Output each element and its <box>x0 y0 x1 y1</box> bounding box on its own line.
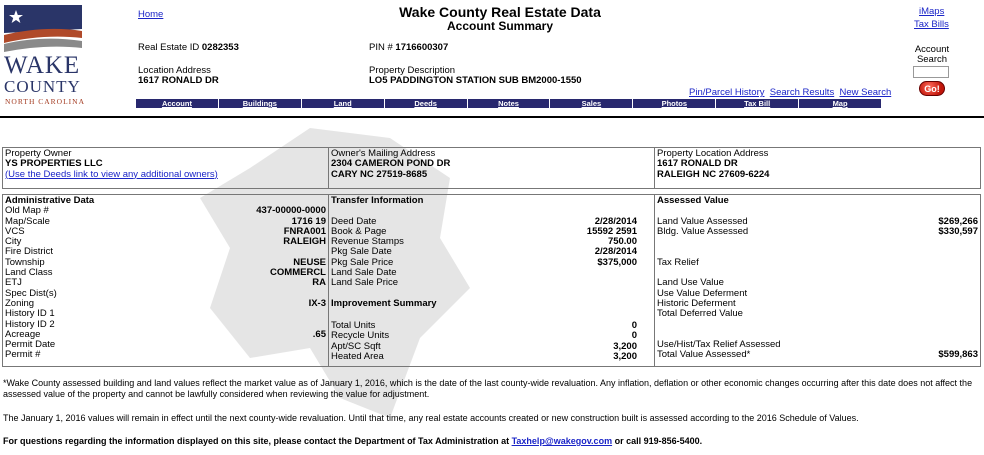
assessed-value-heading: Assessed Value <box>657 195 729 206</box>
property-description-label: Property Description <box>369 65 456 76</box>
improvement-field-label: Apt/SC Sqft <box>331 340 381 352</box>
assessed-value-cell <box>655 195 981 367</box>
nav-land[interactable]: Land <box>302 99 385 108</box>
property-description-value: LO5 PADDINGTON STATION SUB BM2000-1550 <box>369 75 582 86</box>
nav-deeds[interactable]: Deeds <box>385 99 468 108</box>
new-search-link[interactable]: New Search <box>839 87 892 98</box>
total-deferred-value-label: Total Deferred Value <box>657 308 743 320</box>
admin-field-label: History ID 2 <box>5 318 55 330</box>
location-address-line1: 1617 RONALD DR <box>657 158 738 170</box>
owner-table <box>2 147 981 189</box>
total-assessed-amount: $599,863 <box>938 349 978 361</box>
page-title: Wake County Real Estate Data <box>399 4 601 20</box>
pin-value: 1716600307 <box>395 42 449 53</box>
tax-relief-label: Tax Relief <box>657 256 699 268</box>
home-link[interactable]: Home <box>138 9 164 20</box>
admin-field-label: VCS <box>5 225 25 237</box>
bldg-value-amount: $330,597 <box>938 225 978 237</box>
admin-field-label: City <box>5 236 22 248</box>
bldg-value-row <box>657 227 978 237</box>
transfer-field-row <box>331 278 637 288</box>
use-value-deferment-label: Use Value Deferment <box>657 287 748 299</box>
details-table <box>2 194 981 367</box>
admin-field-value: COMMERCL <box>270 267 326 279</box>
admin-field-row <box>5 350 326 360</box>
account-search-input[interactable] <box>913 66 949 78</box>
historic-deferment-label: Historic Deferment <box>657 297 736 309</box>
location-address-value: 1617 RONALD DR <box>138 75 219 86</box>
logo-state-text: NORTH CAROLINA <box>5 97 86 106</box>
land-value-amount: $269,266 <box>938 215 978 227</box>
admin-field-value: IX-3 <box>308 297 326 309</box>
admin-field-value: RA <box>312 277 326 289</box>
improvement-field-value: 0 <box>631 319 637 331</box>
property-owner-name: YS PROPERTIES LLC <box>5 158 103 170</box>
transfer-field-label: Land Sale Date <box>331 267 397 279</box>
imaps-link[interactable]: iMaps <box>919 6 945 17</box>
admin-field-row <box>5 237 326 247</box>
admin-field-value: NEUSE <box>293 256 326 268</box>
real-estate-id-label: Real Estate ID <box>138 42 200 53</box>
transfer-field-label: Deed Date <box>331 215 377 227</box>
admin-field-label: Permit Date <box>5 339 56 351</box>
admin-field-label: Township <box>5 256 45 268</box>
transfer-field-value: 15592 2591 <box>586 225 637 237</box>
transfer-information-heading: Transfer Information <box>331 195 424 206</box>
admin-field-row <box>5 289 326 299</box>
contact-text: For questions regarding the information displayed on this site, please contact the Department of Tax Administration at <box>3 436 510 446</box>
taxhelp-email-link[interactable]: Taxhelp@wakegov.com <box>511 436 613 446</box>
admin-field-label: Fire District <box>5 246 54 258</box>
real-estate-id <box>138 42 239 53</box>
admin-field-row <box>5 217 326 227</box>
transfer-information-cell <box>329 195 655 367</box>
admin-field-label: History ID 1 <box>5 308 55 320</box>
admin-field-value: 437-00000-0000 <box>256 205 326 217</box>
improvement-field-label: Total Units <box>331 319 376 331</box>
admin-field-value: .65 <box>312 328 326 340</box>
property-owner-cell <box>3 148 329 189</box>
transfer-field-value: 2/28/2014 <box>594 215 637 227</box>
transfer-field-label: Pkg Sale Price <box>331 256 394 268</box>
nav-buildings[interactable]: Buildings <box>219 99 302 108</box>
logo-wake-text: WAKE <box>4 52 81 79</box>
improvement-summary-list <box>331 321 637 362</box>
admin-field-row <box>5 340 326 350</box>
administrative-data-heading: Administrative Data <box>5 195 95 206</box>
page-subtitle: Account Summary <box>446 19 554 33</box>
mailing-address-line1: 2304 CAMERON POND DR <box>331 158 451 170</box>
pin-parcel-history-link[interactable]: Pin/Parcel History <box>689 87 765 98</box>
transfer-field-value: 2/28/2014 <box>594 246 637 258</box>
nav-map[interactable]: Map <box>832 99 848 108</box>
location-address-label-2: Property Location Address <box>657 148 769 159</box>
transfer-field-value: 750.00 <box>607 236 637 248</box>
improvement-field-label: Recycle Units <box>331 330 390 342</box>
revaluation-note: *Wake County assessed building and land values reflect the market value as of January 1, 2016, which is the date of the last county-wide revaluation. Any inflation, deflation or other economic changes occurring after this date does not affect the assessed value of the property and cannot be lawfully considered when reviewing the value for adjustment. <box>3 378 973 399</box>
improvement-field-value: 3,200 <box>613 350 637 362</box>
admin-field-value: RALEIGH <box>283 236 326 248</box>
administrative-data-list <box>5 206 326 360</box>
search-results-link[interactable]: Search Results <box>769 87 835 98</box>
nav-bar <box>136 99 881 108</box>
bldg-value-label: Bldg. Value Assessed <box>657 225 749 237</box>
header-links <box>689 87 891 98</box>
admin-field-label: Map/Scale <box>5 215 50 227</box>
nav-sales[interactable]: Sales <box>550 99 633 108</box>
real-estate-id-value: 0282353 <box>201 42 239 53</box>
transfer-field-label: Revenue Stamps <box>331 236 404 248</box>
admin-field-label: Spec Dist(s) <box>5 287 57 299</box>
contact-line <box>3 436 981 447</box>
mailing-address-line2: CARY NC 27519-8685 <box>331 168 428 180</box>
mailing-address-cell <box>329 148 655 189</box>
transfer-field-label: Land Sale Price <box>331 277 399 289</box>
contact-phone: or call 919-856-5400. <box>614 436 703 446</box>
transfer-field-label: Book & Page <box>331 225 387 237</box>
transfer-field-value: $375,000 <box>597 256 637 268</box>
admin-field-label: Land Class <box>5 267 53 279</box>
admin-field-row <box>5 320 326 330</box>
admin-field-value: FNRA001 <box>283 225 326 237</box>
nav-tax-bill[interactable]: Tax Bill <box>716 99 799 108</box>
location-address-label: Location Address <box>138 65 211 76</box>
total-assessed-label: Total Value Assessed* <box>657 349 751 361</box>
total-assessed-row <box>657 350 978 360</box>
admin-field-label: Acreage <box>5 328 41 340</box>
improvement-field-row <box>331 352 637 362</box>
admin-field-row <box>5 268 326 278</box>
transfer-field-label: Pkg Sale Date <box>331 246 392 258</box>
logo-county-text: COUNTY <box>4 77 81 96</box>
land-use-value-label: Land Use Value <box>657 277 724 289</box>
header-divider <box>0 116 984 118</box>
admin-field-label: Zoning <box>5 297 35 309</box>
go-button[interactable]: Go! <box>919 81 945 96</box>
deeds-note-link[interactable]: (Use the Deeds link to view any additional owners) <box>5 168 218 180</box>
location-address-line2: RALEIGH NC 27609-6224 <box>657 168 770 180</box>
admin-field-label: Permit # <box>5 349 41 361</box>
nav-photos[interactable]: Photos <box>633 99 716 108</box>
admin-field-row <box>5 227 326 237</box>
admin-field-row <box>5 206 326 216</box>
revaluation-effective-note: The January 1, 2016 values will remain in effect until the next county-wide revaluation. Until that time, any real estate accounts created or new construction built is assessed according to the 2016 Schedule of Values. <box>3 413 859 423</box>
transfer-information-list <box>331 217 637 289</box>
administrative-data-cell <box>3 195 329 367</box>
mailing-address-label: Owner's Mailing Address <box>331 148 436 159</box>
admin-field-label: ETJ <box>5 277 22 289</box>
account-search-label: Account Search <box>914 44 950 65</box>
admin-field-value: 1716 19 <box>291 215 326 227</box>
use-hist-relief-label: Use/Hist/Tax Relief Assessed <box>657 339 781 351</box>
nav-notes[interactable]: Notes <box>468 99 551 108</box>
land-value-label: Land Value Assessed <box>657 215 748 227</box>
pin-label: PIN # <box>369 42 393 53</box>
improvement-field-value: 3,200 <box>613 340 637 352</box>
location-address-cell <box>655 148 981 189</box>
pin <box>369 42 448 53</box>
improvement-field-value: 0 <box>631 330 637 342</box>
improvement-field-label: Heated Area <box>331 350 384 362</box>
improvement-summary-heading: Improvement Summary <box>331 297 437 309</box>
tax-bills-link[interactable]: Tax Bills <box>914 19 949 30</box>
nav-account[interactable]: Account <box>136 99 219 108</box>
admin-field-row <box>5 247 326 257</box>
admin-field-label: Old Map # <box>5 205 49 217</box>
property-owner-label: Property Owner <box>5 148 72 159</box>
